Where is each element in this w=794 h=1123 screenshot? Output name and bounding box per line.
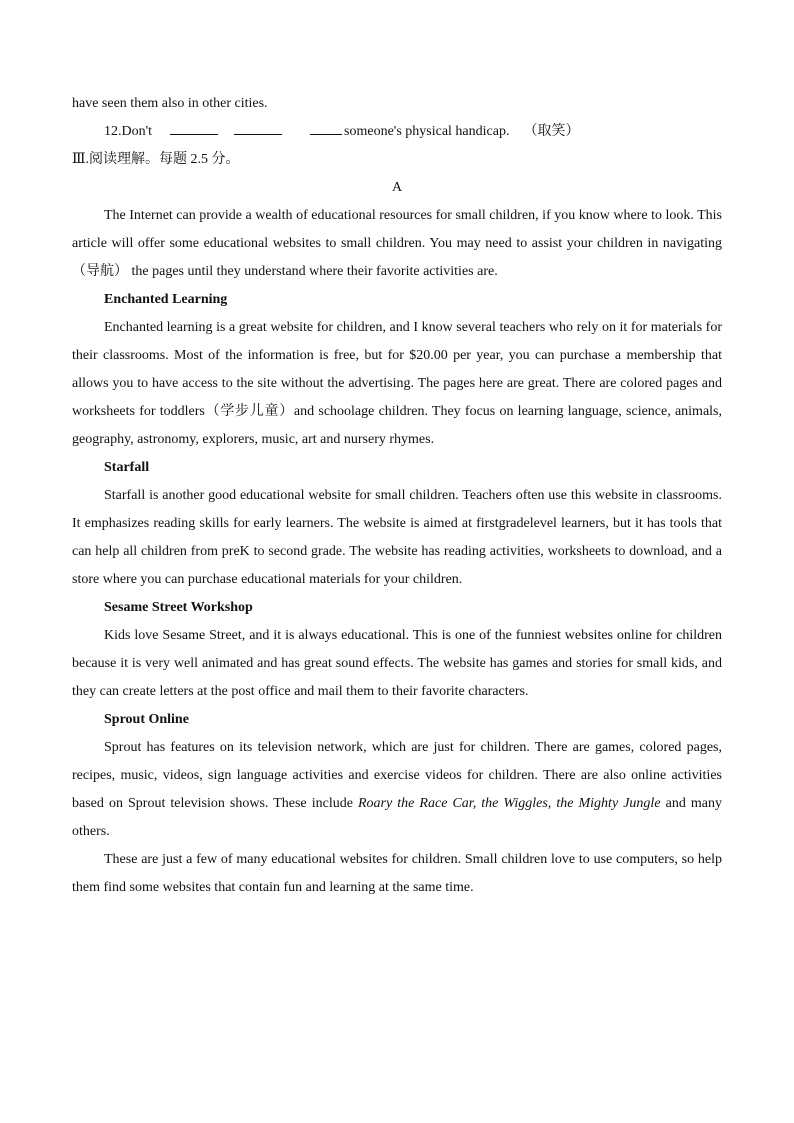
site-paragraph-starfall: Starfall is another good educational website for small children. Teachers often use this website in classrooms. It emphasizes reading skills for early learners. The website is aimed at firstgradelevel learners, but it has tools that can help all children from preK to second grade. The website has reading activities, worksheets to download, and a store where you can purchase educational materials for your children. <box>72 488 722 587</box>
previous-answer-line: have seen them also in other cities. <box>72 96 268 111</box>
site-paragraph-sesame-street: Kids love Sesame Street, and it is always educational. This is one of the funniest websites online for children because it is very well animated and has great sound effects. The website has games and stories for small kids, and they can create letters at the post office and mail them to their favorite characters. <box>72 628 722 699</box>
site-heading-enchanted-learning: Enchanted Learning <box>104 292 228 307</box>
site-paragraph-sprout-online <box>72 734 722 846</box>
sprout-text-before: Sprout has features on its television network, which are just for children. There are games, colored pages, recipes, music, videos, sign language activities and exercise videos for children. There are also online activities based on Sprout television shows. These include <box>72 740 722 811</box>
page-content <box>72 90 722 902</box>
answer-blank-1[interactable] <box>170 120 218 135</box>
intro-paragraph: The Internet can provide a wealth of educational resources for small children, if you know where to look. This article will offer some educational websites to small children. You may need to assist your children in navigating （导航） the pages until they understand where their favorite activities are. <box>72 208 722 279</box>
site-heading-sesame-street: Sesame Street Workshop <box>104 600 253 615</box>
section-title: Ⅲ.阅读理解。每题 2.5 分。 <box>72 152 240 167</box>
question-12-number: 12.Don't <box>104 124 153 139</box>
site-heading-sprout-online: Sprout Online <box>104 712 189 727</box>
answer-blank-3[interactable] <box>310 120 342 135</box>
passage-label: A <box>391 180 403 195</box>
question-12 <box>72 118 722 146</box>
sprout-show-titles: Roary the Race Car, the Wiggles, the Mighty Jungle <box>357 796 661 811</box>
site-paragraph-enchanted-learning: Enchanted learning is a great website for children, and I know several teachers who rely on it for materials for their classrooms. Most of the information is free, but for $20.00 per year, you can purchase a membership that allows you to have access to the site without the advertising. The pages here are great. There are colored pages and worksheets for toddlers（学步儿童）and schoolage children. They focus on learning language, science, animals, geography, astronomy, explorers, music, art and nursery rhymes. <box>72 320 722 447</box>
answer-blank-2[interactable] <box>234 120 282 135</box>
question-12-tail: someone's physical handicap. <box>344 124 510 139</box>
sprout-text-after: and many others. <box>72 796 722 839</box>
conclusion-paragraph: These are just a few of many educational websites for children. Small children love to use computers, so help them find some websites that contain fun and learning at the same time. <box>72 852 722 895</box>
site-heading-starfall: Starfall <box>104 460 150 475</box>
question-12-hint: （取笑） <box>523 124 580 139</box>
